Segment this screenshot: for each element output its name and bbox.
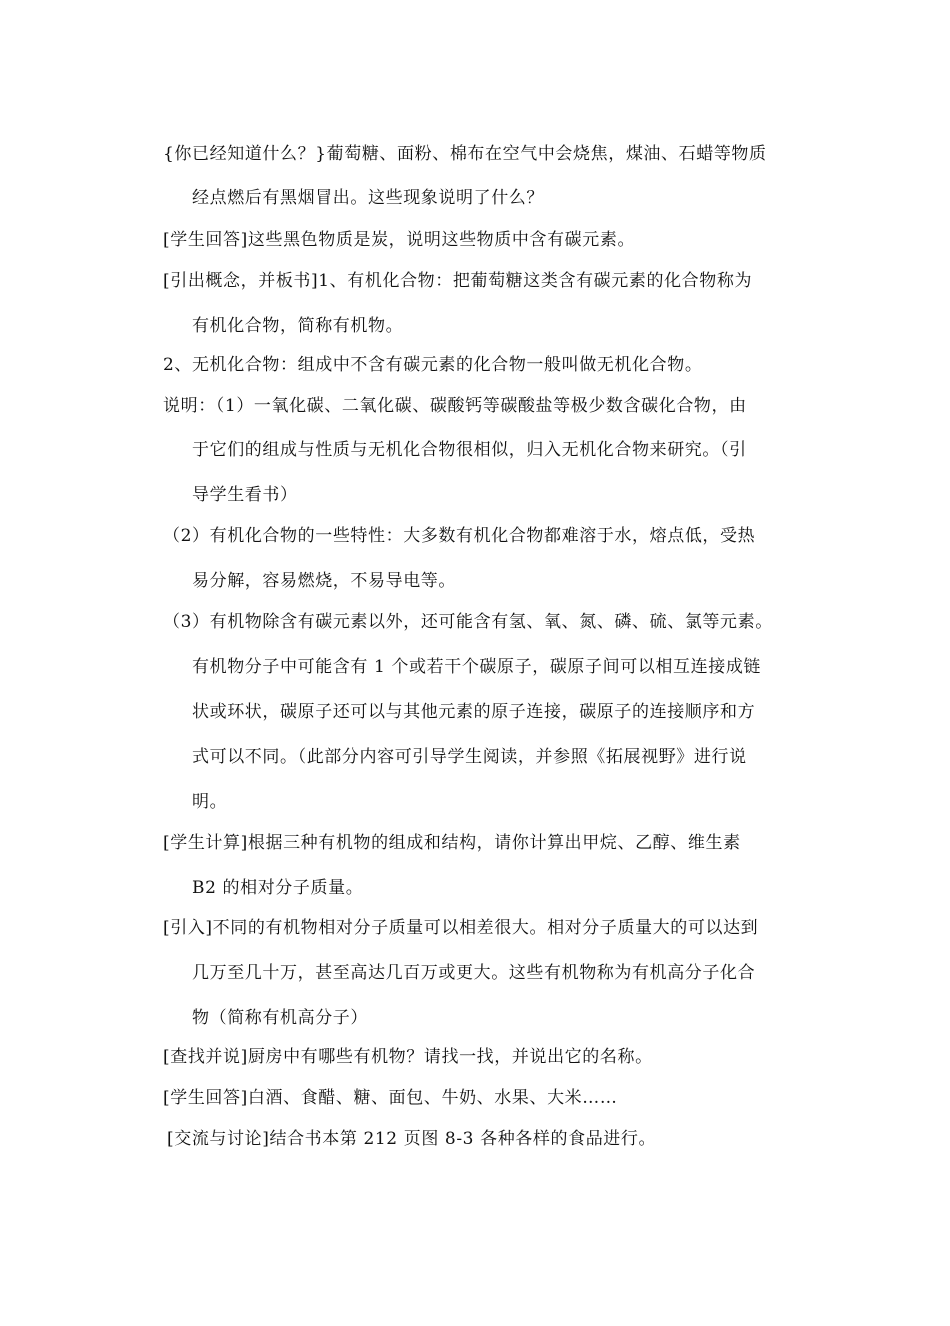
text-line-22: [查找并说]厨房中有哪些有机物？请找一找，并说出它的名称。 bbox=[163, 1047, 653, 1067]
text-line-2: 经点燃后有黑烟冒出。这些现象说明了什么？ bbox=[192, 188, 544, 208]
text-line-18: B2 的相对分子质量。 bbox=[192, 878, 364, 898]
text-line-6: 2、无机化合物：组成中不含有碳元素的化合物一般叫做无机化合物。 bbox=[163, 355, 703, 375]
text-line-20: 几万至几十万，甚至高达几百万或更大。这些有机物称为有机高分子化合 bbox=[192, 963, 756, 983]
text-line-19: [引入]不同的有机物相对分子质量可以相差很大。相对分子质量大的可以达到 bbox=[163, 918, 759, 938]
text-line-7: 说明：（1）一氧化碳、二氧化碳、碳酸钙等碳酸盐等极少数含碳化合物，由 bbox=[163, 396, 747, 416]
text-line-1: {你已经知道什么？}葡萄糖、面粉、棉布在空气中会烧焦，煤油、石蜡等物质 bbox=[163, 144, 767, 164]
text-line-17: [学生计算]根据三种有机物的组成和结构，请你计算出甲烷、乙醇、维生素 bbox=[163, 833, 741, 853]
text-line-5: 有机化合物，简称有机物。 bbox=[192, 316, 404, 336]
text-line-13: 有机物分子中可能含有 1 个或若干个碳原子，碳原子间可以相互连接成链 bbox=[192, 657, 762, 677]
text-line-8: 于它们的组成与性质与无机化合物很相似，归入无机化合物来研究。（引 bbox=[192, 440, 747, 460]
text-line-12: （3）有机物除含有碳元素以外，还可能含有氢、氧、氮、磷、硫、氯等元素。 bbox=[163, 612, 773, 632]
text-line-21: 物（简称有机高分子） bbox=[192, 1008, 368, 1028]
text-line-4: [引出概念，并板书]1、有机化合物：把葡萄糖这类含有碳元素的化合物称为 bbox=[163, 271, 753, 291]
text-line-23: [学生回答]白酒、食醋、糖、面包、牛奶、水果、大米…… bbox=[163, 1088, 618, 1108]
text-line-9: 导学生看书） bbox=[192, 485, 298, 505]
text-line-14: 状或环状，碳原子还可以与其他元素的原子连接，碳原子的连接顺序和方 bbox=[192, 702, 756, 722]
text-line-10: （2）有机化合物的一些特性：大多数有机化合物都难溶于水，熔点低，受热 bbox=[163, 526, 756, 546]
text-line-15: 式可以不同。（此部分内容可引导学生阅读，并参照《拓展视野》进行说 bbox=[192, 747, 747, 767]
text-line-3: [学生回答]这些黑色物质是炭，说明这些物质中含有碳元素。 bbox=[163, 230, 636, 250]
text-line-16: 明。 bbox=[192, 792, 228, 812]
text-line-11: 易分解，容易燃烧，不易导电等。 bbox=[192, 571, 456, 591]
text-line-24: [交流与讨论]结合书本第 212 页图 8-3 各种各样的食品进行。 bbox=[167, 1129, 657, 1149]
